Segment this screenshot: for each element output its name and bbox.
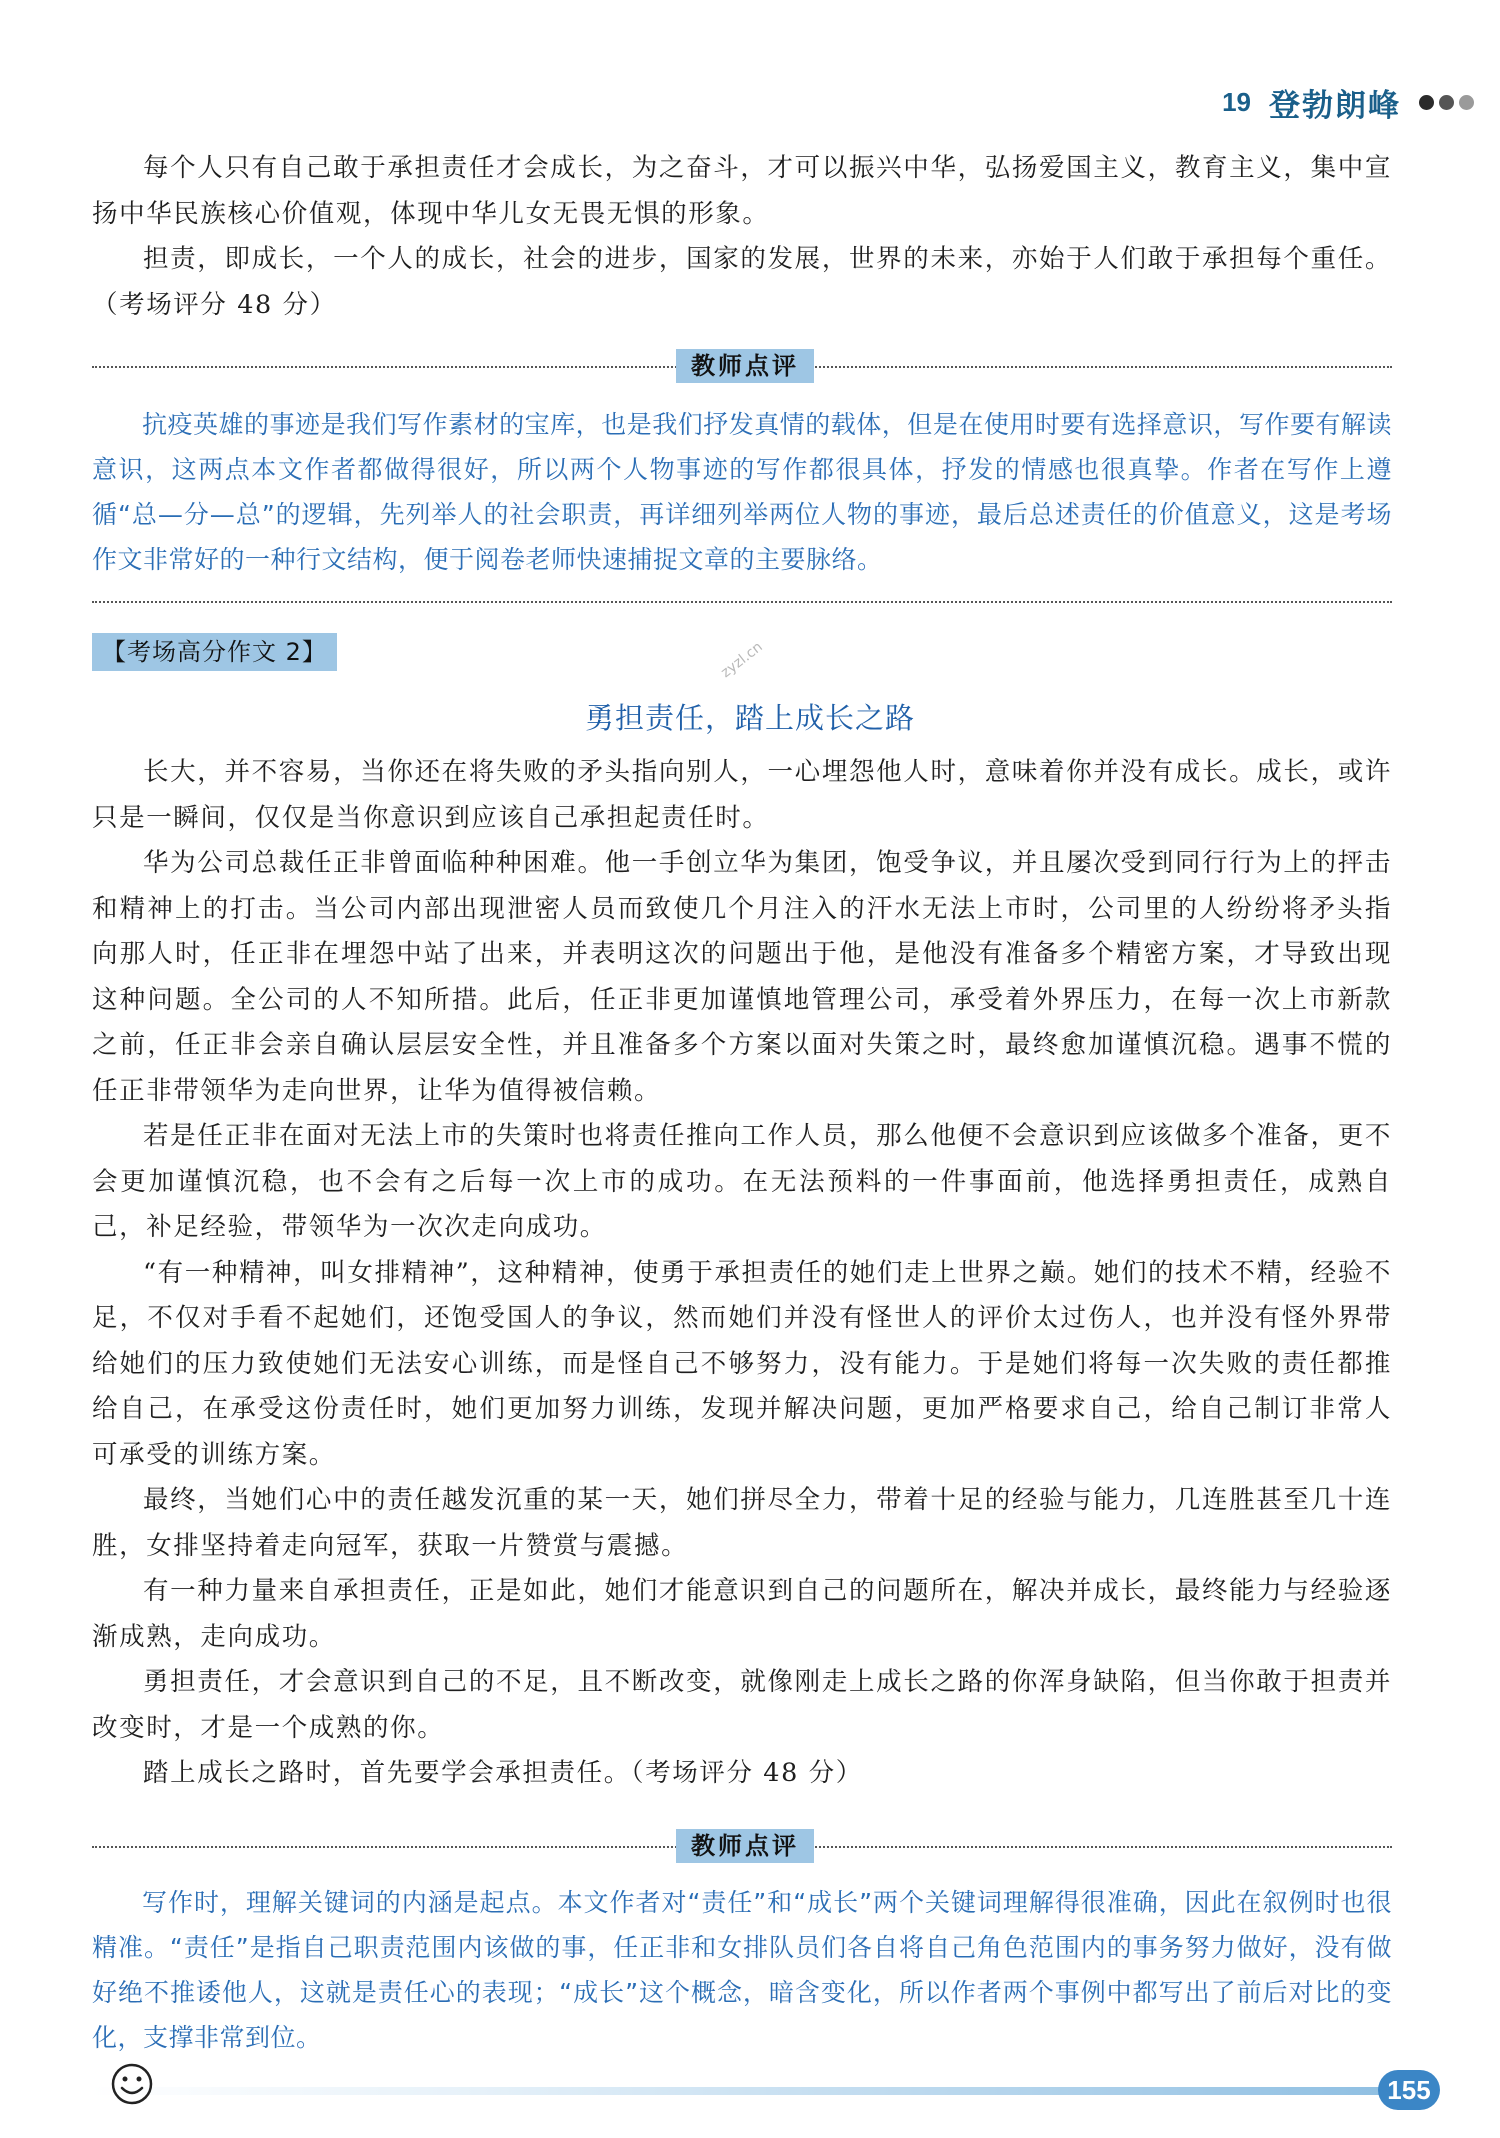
review2-label: 教师点评 [676,1829,814,1863]
chapter-title: 登勃朗峰 [1269,87,1401,124]
dot-icon [1459,95,1474,110]
smiley-icon [110,2062,154,2106]
essay2-paragraph: 华为公司总裁任正非曾面临种种困难。他一手创立华为集团，饱受争议，并且屡次受到同行行为上的抨击和精神上的打击。当公司内部出现泄密人员而致使几个月注入的汗水无法上市时，公司里的人纷纷将矛头指向那人时，任正非在埋怨中站了出来，并表明这次的问题出于他，是他没有准备多个精密方案，才导致出现这种问题。全公司的人不知所措。此后，任正非更加谨慎地管理公司，承受着外界压力，在每一次上市新款之前，任正非会亲自确认层层安全性，并且准备多个方案以面对失策之时，最终愈加谨慎沉稳。遇事不慌的任正非带领华为走向世界，让华为值得被信赖。 [92,848,1392,1106]
watermark: zyzl.cn [718,638,766,682]
review1-label: 教师点评 [676,349,814,383]
review1-divider-bottom [92,601,1392,603]
review2-paragraph: 写作时，理解关键词的内涵是起点。本文作者对“责任”和“成长”两个关键词理解得很准确，因此在叙例时也很精准。“责任”是指自己职责范围内该做的事，任正非和女排队员们各自将自己角色范围内的事务努力做好，没有做好绝不推诿他人，这就是责任心的表现；“成长”这个概念，暗含变化，所以作者两个事例中都写出了前后对比的变化，支撑非常到位。 [92,1888,1392,2052]
review2-text [92,1880,1392,2060]
page-number: 155 [1378,2070,1440,2110]
review1-text [92,402,1392,582]
essay2-paragraph: “有一种精神，叫女排精神”，这种精神，使勇于承担责任的她们走上世界之巅。她们的技术不精，经验不足，不仅对手看不起她们，还饱受国人的争议，然而她们并没有怪世人的评价太过伤人，也并没有怪外界带给她们的压力致使她们无法安心训练，而是怪自己不够努力，没有能力。于是她们将每一次失败的责任都推给自己，在承受这份责任时，她们更加努力训练，发现并解决问题，更加严格要求自己，给自己制订非常人可承受的训练方案。 [92,1257,1392,1470]
page-header [1222,82,1474,122]
essay1-paragraph: 每个人只有自己敢于承担责任才会成长，为之奋斗，才可以振兴中华，弘扬爱国主义，教育主义，集中宣扬中华民族核心价值观，体现中华儿女无畏无惧的形象。 [92,153,1392,229]
essay2-paragraph: 长大，并不容易，当你还在将失败的矛头指向别人，一心埋怨他人时，意味着你并没有成长。成长，或许只是一瞬间，仅仅是当你意识到应该自己承担起责任时。 [92,757,1392,833]
essay2-paragraph: 若是任正非在面对无法上市的失策时也将责任推向工作人员，那么他便不会意识到应该做多个准备，更不会更加谨慎沉稳，也不会有之后每一次上市的成功。在无法预料的一件事面前，他选择勇担责任，成熟自己，补足经验，带领华为一次次走向成功。 [92,1121,1392,1242]
essay1-paragraph: 担责，即成长，一个人的成长，社会的进步，国家的发展，世界的未来，亦始于人们敢于承担每个重任。（考场评分 48 分） [92,244,1392,320]
footer-bar [90,2087,1390,2095]
dot-icon [1439,95,1454,110]
decorative-dots [1419,95,1474,110]
essay2-paragraph: 最终，当她们心中的责任越发沉重的某一天，她们拼尽全力，带着十足的经验与能力，几连胜甚至几十连胜，女排坚持着走向冠军，获取一片赞赏与震撼。 [92,1485,1392,1561]
essay2-paragraph: 踏上成长之路时，首先要学会承担责任。（考场评分 48 分） [143,1758,863,1788]
essay1-ending [92,146,1392,328]
dot-icon [1419,95,1434,110]
essay2-title: 勇担责任，踏上成长之路 [584,701,915,735]
essay2-paragraph: 勇担责任，才会意识到自己的不足，且不断改变，就像刚走上成长之路的你浑身缺陷，但当你敢于担责并改变时，才是一个成熟的你。 [92,1667,1392,1743]
review1-paragraph: 抗疫英雄的事迹是我们写作素材的宝库，也是我们抒发真情的载体，但是在使用时要有选择意识，写作要有解读意识，这两点本文作者都做得很好，所以两个人物事迹的写作都很具体，抒发的情感也很真挚。作者在写作上遵循“总—分—总”的逻辑，先列举人的社会职责，再详细列举两位人物的事迹，最后总述责任的价值意义，这是考场作文非常好的一种行文结构，便于阅卷老师快速捕捉文章的主要脉络。 [92,410,1392,574]
essay2-paragraph: 有一种力量来自承担责任，正是如此，她们才能意识到自己的问题所在，解决并成长，最终能力与经验逐渐成熟，走向成功。 [92,1576,1392,1652]
essay2-tag: 【考场高分作文 2】 [92,633,337,671]
chapter-number: 19 [1222,86,1251,117]
essay2-body [92,750,1392,1797]
